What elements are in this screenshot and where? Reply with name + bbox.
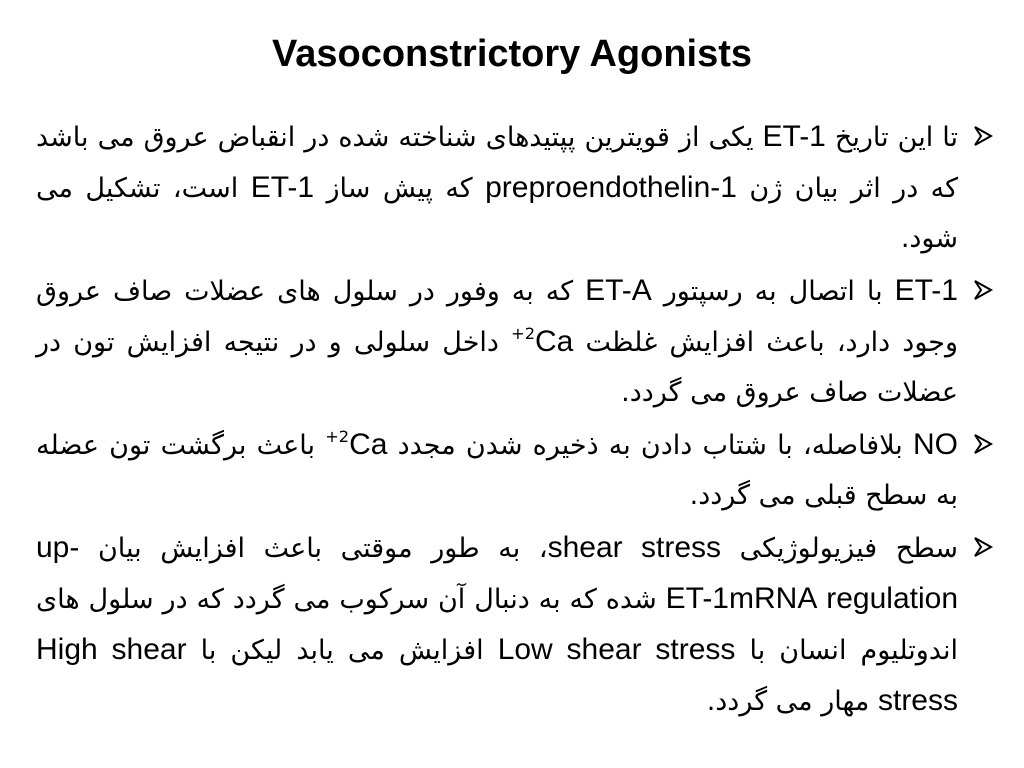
check-arrow-icon xyxy=(972,125,994,147)
latin-term: ET-A xyxy=(585,274,652,307)
latin-term: ET-1mRNA xyxy=(665,582,818,615)
bullet-item xyxy=(36,523,994,727)
bullet-text: تا این تاریخ xyxy=(825,122,958,153)
latin-term: shear stress xyxy=(547,531,722,564)
check-arrow-icon xyxy=(972,279,994,301)
bullet-text: که پیش ساز xyxy=(314,173,486,204)
bullet-item xyxy=(36,112,994,264)
bullet-text: افزایش می یابد لیکن با xyxy=(186,635,498,666)
bullet-list xyxy=(36,112,994,729)
latin-term: Low shear stress xyxy=(497,633,736,666)
latin-term: Ca xyxy=(535,325,574,358)
latin-term: High shear stress xyxy=(36,633,958,717)
latin-term: preproendothelin-1 xyxy=(485,171,737,204)
latin-term: ET-1 xyxy=(250,171,315,204)
bullet-text xyxy=(817,584,826,615)
bullet-item xyxy=(36,266,994,418)
check-arrow-icon xyxy=(972,433,994,455)
bullet-text: است، تشکیل می شود. xyxy=(36,173,958,254)
latin-term: ET-1 xyxy=(762,120,826,153)
latin-term: Ca xyxy=(349,428,388,461)
bullet-text: داخل سلولی و در نتیجه افزایش تون در عضلات صاف عروق می گردد. xyxy=(36,327,958,408)
bullet-text: سطح فیزیولوژیکی xyxy=(721,533,958,564)
superscript: 2+ xyxy=(511,323,535,343)
superscript: 2+ xyxy=(325,426,350,446)
slide-title: Vasoconstrictory Agonists xyxy=(271,33,753,75)
bullet-text: یکی از قویترین پپتیدهای شناخته شده در انقباض عروق می باشد که در اثر بیان ژن xyxy=(36,122,958,204)
latin-term: up-regulation xyxy=(36,531,959,615)
check-arrow-icon xyxy=(972,536,994,558)
bullet-item xyxy=(36,420,994,521)
bullet-text: باعث برگشت تون عضله به سطح قبلی می گردد. xyxy=(36,430,958,511)
bullet-text: مهار می گردد. xyxy=(706,686,878,717)
bullet-text: ، به طور موقتی باعث افزایش بیان xyxy=(79,533,548,564)
bullet-text: بلافاصله، با شتاب دادن به ذخیره شدن مجدد xyxy=(387,430,913,461)
bullet-text: که به وفور در سلول های عضلات صاف عروق وجود دارد، باعث افزایش غلظت xyxy=(36,276,958,358)
latin-term: ET-1 xyxy=(894,274,958,307)
bullet-text: با اتصال به رسپتور xyxy=(651,276,895,307)
latin-term: NO xyxy=(913,428,958,461)
bullet-text: شده که به دنبال آن سرکوب می گردد که در سلول های اندوتلیوم انسان با xyxy=(36,584,959,666)
